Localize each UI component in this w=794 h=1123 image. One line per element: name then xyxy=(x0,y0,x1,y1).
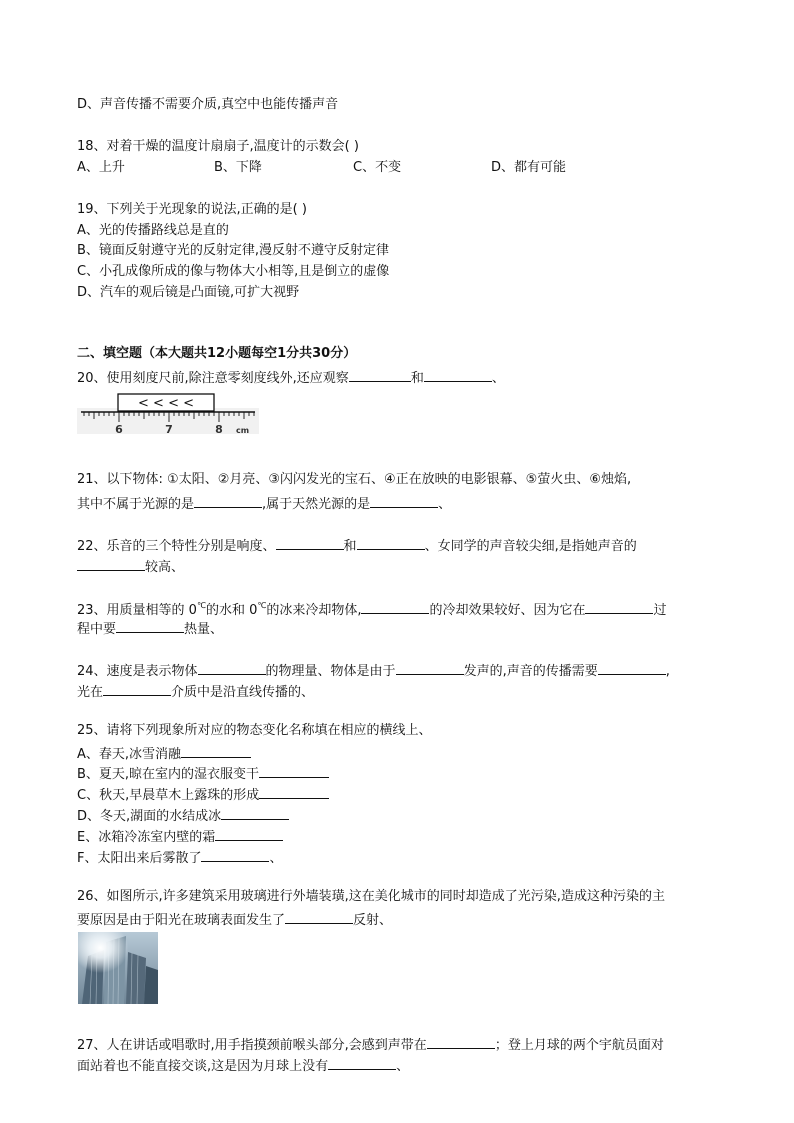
q23-text-6: 程中要 xyxy=(77,622,117,637)
q25-text-c: C、秋天,早晨草木上露珠的形成 xyxy=(77,788,260,803)
q19-option-c: C、小孔成像所成的像与物体大小相等,且是倒立的虚像 xyxy=(77,264,390,279)
q20-blank-1[interactable] xyxy=(349,367,411,382)
q23-blank-1[interactable] xyxy=(361,599,429,614)
q27-line-2 xyxy=(77,1055,409,1076)
q27-text-1: 27、人在讲话或唱歌时,用手指摸颈前喉头部分,会感到声带在 xyxy=(77,1038,427,1053)
q25-stem: 25、请将下列现象所对应的物态变化名称填在相应的横线上、 xyxy=(77,723,432,738)
q27-text-2: ；登上月球的两个宇航员面对 xyxy=(494,1038,664,1053)
q24-blank-3[interactable] xyxy=(598,660,666,675)
q23-line-1 xyxy=(77,597,667,620)
q20-line xyxy=(77,367,505,388)
q24-line-2 xyxy=(77,681,314,702)
q25-text-f: F、太阳出来后雾散了 xyxy=(77,851,202,866)
q18-option-b: B、下降 xyxy=(214,160,262,175)
q22-text-2: 和 xyxy=(343,539,357,554)
q25-blank-f[interactable] xyxy=(201,847,269,862)
q26-line-2 xyxy=(77,909,392,930)
q25-text-e: E、冰箱冷冻室内壁的霜 xyxy=(77,830,216,845)
q25-item-b xyxy=(77,763,329,784)
q22-line-1 xyxy=(77,535,637,556)
q25-blank-e[interactable] xyxy=(215,826,283,841)
q23-blank-3[interactable] xyxy=(116,618,184,633)
q21-blank-2[interactable] xyxy=(370,493,438,508)
unit-label: cm xyxy=(236,426,250,435)
q20-blank-2[interactable] xyxy=(424,367,492,382)
q25-item-c xyxy=(77,784,329,805)
q19-option-d: D、汽车的观后镜是凸面镜,可扩大视野 xyxy=(77,285,300,300)
q24-text-4: , xyxy=(665,664,670,679)
q21-text-1: 其中不属于光源的是 xyxy=(77,497,195,512)
q25-item-d xyxy=(77,805,289,826)
q21-blank-1[interactable] xyxy=(194,493,262,508)
section-heading: 二、填空题（本大题共12小题每空1分共30分） xyxy=(77,346,357,361)
q19-option-a: A、光的传播路线总是直的 xyxy=(77,223,229,238)
q25-blank-b[interactable] xyxy=(259,763,329,778)
q20-text-2: 和 xyxy=(410,371,424,386)
glass-building-photo xyxy=(78,932,158,1004)
tick-label-6: 6 xyxy=(115,423,123,436)
q23-text-7: 热量、 xyxy=(184,622,224,637)
q20-text-3: 、 xyxy=(491,371,505,386)
q27-text-3: 面站着也不能直接交谈,这是因为月球上没有 xyxy=(77,1059,329,1074)
q24-text-3: 发声的,声音的传播需要 xyxy=(463,664,598,679)
q20-text-1: 20、使用刻度尺前,除注意零刻度线外,还应观察 xyxy=(77,371,349,386)
q23-text-3: 的冰来冷却物体, xyxy=(266,603,362,618)
q24-text-2: 的物理量、物体是由于 xyxy=(265,664,396,679)
q27-blank-1[interactable] xyxy=(427,1034,495,1049)
q21-text-2: ,属于天然光源的是 xyxy=(262,497,371,512)
tick-label-7: 7 xyxy=(165,423,173,436)
q17-option-d: D、声音传播不需要介质,真空中也能传播声音 xyxy=(77,97,339,112)
q18-option-d: D、都有可能 xyxy=(491,160,567,175)
q25-blank-c[interactable] xyxy=(259,784,329,799)
q27-line-1 xyxy=(77,1034,664,1055)
q25-item-a xyxy=(77,743,251,764)
q22-blank-3[interactable] xyxy=(77,556,145,571)
q24-text-1: 24、速度是表示物体 xyxy=(77,664,198,679)
q26-blank-1[interactable] xyxy=(285,909,353,924)
q24-blank-1[interactable] xyxy=(198,660,266,675)
q21-line-1: 21、以下物体: ①太阳、②月亮、③闪闪发光的宝石、④正在放映的电影银幕、⑤萤火虫、⑥烛焰, xyxy=(77,472,632,487)
q25-blank-a[interactable] xyxy=(181,743,251,758)
degree-sign: ℃ xyxy=(196,601,206,610)
q23-text-1: 23、用质量相等的 0 xyxy=(77,603,197,618)
q18-option-a: A、上升 xyxy=(77,160,125,175)
q27-text-4: 、 xyxy=(396,1059,410,1074)
q22-blank-1[interactable] xyxy=(276,535,344,550)
q18-stem: 18、对着干燥的温度计扇扇子,温度计的示数会( ) xyxy=(77,139,359,154)
q23-text-2: 的水和 0 xyxy=(205,603,258,618)
q26-text-1: 要原因是由于阳光在玻璃表面发生了 xyxy=(77,913,286,928)
q25-text-a: A、春天,冰雪消融 xyxy=(77,747,182,762)
q25-item-f xyxy=(77,847,283,868)
q25-item-e xyxy=(77,826,283,847)
q24-blank-4[interactable] xyxy=(103,681,171,696)
degree-sign: ℃ xyxy=(257,601,267,610)
q22-text-4: 较高、 xyxy=(145,560,185,575)
q26-line-1: 26、如图所示,许多建筑采用玻璃进行外墙装璜,这在美化城市的同时却造成了光污染,造成这种污染的主 xyxy=(77,889,665,904)
q21-line-2 xyxy=(77,493,451,514)
q23-line-2 xyxy=(77,618,223,639)
q26-text-2: 反射、 xyxy=(353,913,393,928)
q19-option-b: B、镜面反射遵守光的反射定律,漫反射不遵守反射定律 xyxy=(77,243,390,258)
q23-text-4: 的冷却效果较好、因为它在 xyxy=(429,603,586,618)
tick-label-8: 8 xyxy=(215,423,223,436)
q24-blank-2[interactable] xyxy=(396,660,464,675)
q22-text-1: 22、乐音的三个特性分别是响度、 xyxy=(77,539,276,554)
q21-text-3: 、 xyxy=(438,497,452,512)
q23-text-5: 过 xyxy=(653,603,667,618)
q22-text-3: 、女同学的声音较尖细,是指她声音的 xyxy=(424,539,637,554)
q19-stem: 19、下列关于光现象的说法,正确的是( ) xyxy=(77,202,307,217)
q27-blank-2[interactable] xyxy=(328,1055,396,1070)
q22-line-2 xyxy=(77,556,184,577)
arrow-marks: < < < < xyxy=(138,396,194,411)
q24-text-6: 介质中是沿直线传播的、 xyxy=(171,685,315,700)
q25-text-b: B、夏天,晾在室内的湿衣服变干 xyxy=(77,767,260,782)
q23-blank-2[interactable] xyxy=(585,599,653,614)
q24-text-5: 光在 xyxy=(77,685,104,700)
q25-text-d: D、冬天,湖面的水结成冰 xyxy=(77,809,222,824)
ruler-figure xyxy=(77,392,259,438)
q22-blank-2[interactable] xyxy=(357,535,425,550)
q25-text-f-end: 、 xyxy=(269,851,283,866)
q18-option-c: C、不变 xyxy=(353,160,402,175)
q25-blank-d[interactable] xyxy=(221,805,289,820)
q24-line-1 xyxy=(77,660,670,681)
